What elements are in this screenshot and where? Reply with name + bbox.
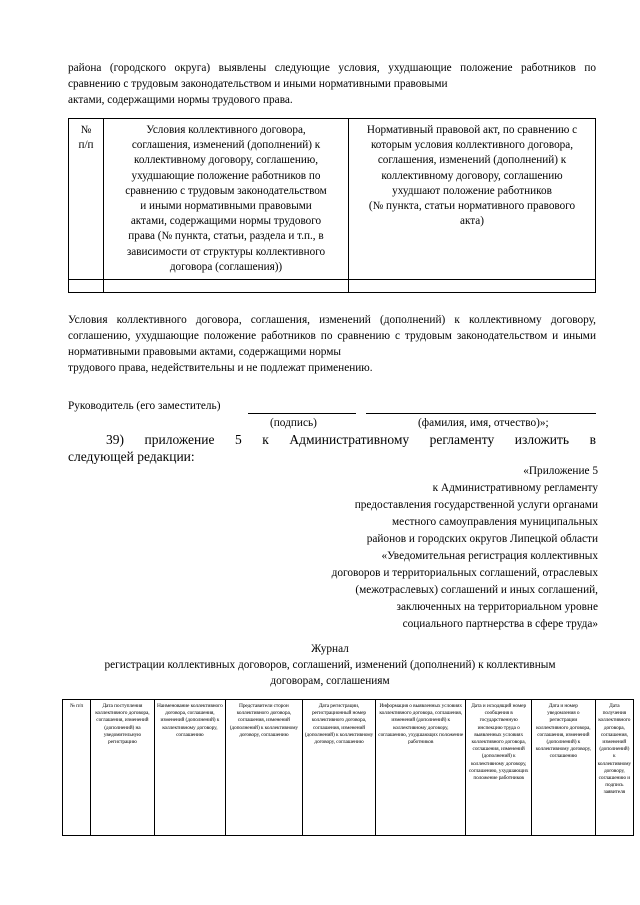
name-caption: (фамилия, имя, отчество)»;	[418, 417, 549, 429]
journal-title: Журнал	[311, 643, 349, 655]
conditions-paragraph	[68, 312, 596, 376]
col-worsening-info-header: Информация о выявленных условиях коллективного договора, соглашения, изменений (дополнений) к коллективному договору, соглашению, ухудшающих положение работников	[376, 700, 466, 836]
name-line	[366, 413, 596, 414]
intro-paragraph	[68, 60, 596, 108]
item-39-line: 39) приложение 5 к Административному регламенту изложить в	[106, 432, 596, 447]
journal-subtitle: регистрации коллективных договоров, соглашений, изменений (дополнений) к коллективным	[104, 659, 556, 671]
appendix-line: к Административному регламенту	[432, 482, 598, 494]
col-parties-header: Представители сторон коллективного договора, соглашения, изменений (дополнений) к коллективному договору, соглашению	[225, 700, 302, 836]
appendix-header	[332, 463, 598, 633]
col-name-header: Наименование коллективного договора, соглашения, изменений (дополнений) к коллективному договору, соглашению	[154, 700, 225, 836]
conditions-line: Условия коллективного договора, соглашения, изменений (дополнений) к коллективному	[68, 314, 542, 326]
intro-line: работников по сравнению с трудовым законодательством и иными нормативными правовыми	[68, 62, 597, 90]
intro-line: района (городского округа) выявлены следующие условия, ухудшающие положение	[68, 62, 513, 74]
item-39-line: следующей редакции:	[68, 449, 195, 464]
item-39	[68, 431, 596, 465]
table-header-row	[69, 119, 596, 280]
col-conditions-header: Условия коллективного договора, соглашения, изменений (дополнений) к коллективному договору, соглашению, ухудшающие положение работников по сравнению с трудовым законодательством и иными нормативными правовыми актами, содержащими нормы трудового права (№ пункта, статьи, раздела и т.п., в зависимости от структуры коллективного договора (соглашения))	[104, 119, 349, 280]
table-cell	[104, 280, 349, 293]
signature-caption: (подпись)	[270, 417, 317, 429]
col-registration-header: Дата регистрации, регистрационный номер коллективного договора, соглашения, изменений (дополнений) к коллективному договору, соглашению	[302, 700, 375, 836]
table-cell	[349, 280, 596, 293]
col-number-header: № п/п	[69, 119, 104, 280]
conditions-line: договору, соглашению, ухудшающие положение работников по сравнению с трудовым	[68, 314, 596, 342]
appendix-line: «Приложение 5	[523, 465, 598, 477]
intro-line: актами, содержащими нормы трудового права.	[68, 94, 293, 106]
col-notification-header: Дата и номер уведомления о регистрации коллективного договора, соглашения, изменений (дополнений) к коллективному договору, соглашению	[532, 700, 596, 836]
violations-table	[68, 118, 596, 293]
signature-label: Руководитель (его заместитель)	[68, 400, 221, 412]
appendix-line: районов и городских округов Липецкой области	[366, 533, 598, 545]
appendix-line: «Уведомительная регистрация коллективных	[381, 550, 598, 562]
table-empty-row	[69, 280, 596, 293]
appendix-line: местного самоуправления муниципальных	[392, 516, 598, 528]
col-receipt-date-header: Дата поступления коллективного договора, соглашения, изменений (дополнений) на уведомительную регистрацию	[90, 700, 154, 836]
col-normative-act-header: Нормативный правовой акт, по сравнению с которым условия коллективного договора, соглашения, изменений (дополнений) к коллективному договору, соглашению ухудшают положение работников (№ пункта, статьи нормативного правового акта)	[349, 119, 596, 280]
table-header-row	[63, 700, 634, 836]
appendix-line: предоставления государственной услуги органами	[354, 499, 598, 511]
col-receipt-signature-header: Дата получения коллективного договора, соглашения, изменений (дополнений) к коллективному договору, соглашению и подпись заявителя	[595, 700, 633, 836]
signature-line	[248, 413, 356, 414]
conditions-line: законодательством и иными нормативными правовыми актами, содержащими нормы	[68, 330, 597, 358]
col-number-header: № п/п	[63, 700, 91, 836]
journal-title-block	[60, 641, 600, 689]
col-inspection-message-header: Дата и исходящий номер сообщения в государственную инспекцию труда о выявленных условиях коллективного договора, соглашения, изменений (дополнений) к коллективному договору, соглашению, ухудшающих положение работников	[466, 700, 532, 836]
appendix-line: договоров и территориальных соглашений, отраслевых	[331, 567, 598, 579]
conditions-line: трудового права, недействительны и не подлежат применению.	[68, 362, 373, 374]
journal-subtitle: договорам, соглашениям	[270, 675, 390, 687]
appendix-line: (межотраслевых) соглашений и иных соглашений,	[355, 584, 598, 596]
appendix-line: социального партнерства в сфере труда»	[402, 618, 598, 630]
table-cell	[69, 280, 104, 293]
journal-table	[62, 699, 634, 836]
appendix-line: заключенных на территориальном уровне	[396, 601, 598, 613]
